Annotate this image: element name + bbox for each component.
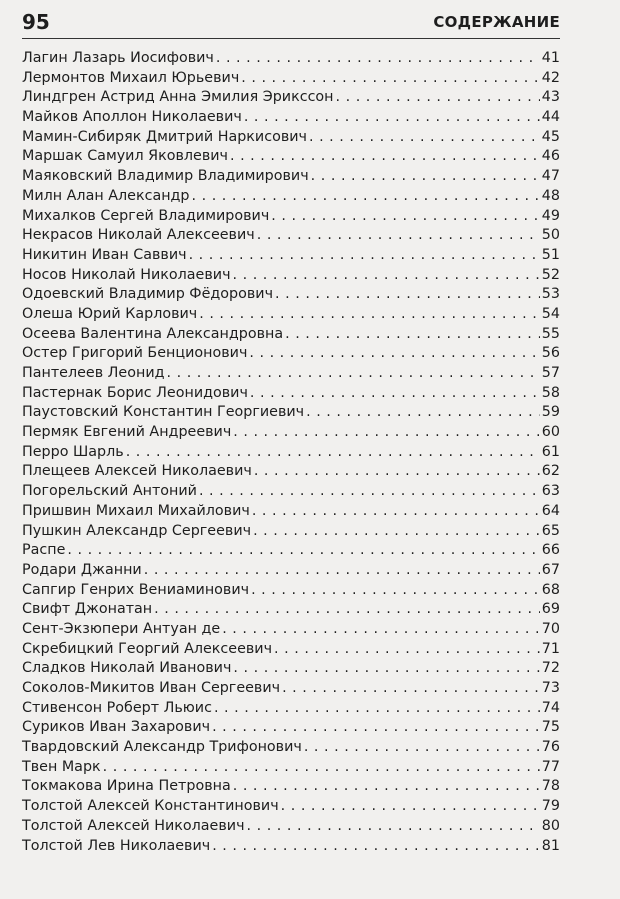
entry-page-number: 59 [541,404,560,421]
author-name: Пермяк Евгений Андреевич [22,424,232,441]
author-name: Соколов-Микитов Иван Сергеевич [22,680,281,696]
toc-entry [22,502,560,522]
entry-page-number: 56 [541,345,560,362]
author-name: Осеева Валентина Александровна [22,325,284,342]
dot-leader [250,384,540,404]
entry-page-number: 68 [541,581,560,598]
entry-page-number: 75 [541,719,560,736]
entry-page-number: 63 [541,483,560,500]
dot-leader [199,305,540,325]
toc-entry [22,462,560,482]
entry-page-number: 54 [541,305,560,322]
entry-page-number: 64 [541,502,560,519]
author-name: Свифт Джонатан [22,601,153,618]
dot-leader [304,738,540,758]
dot-leader [244,108,540,128]
dot-leader [189,246,540,266]
author-name: Сладков Николай Иванович [22,660,232,677]
dot-leader [233,423,540,443]
entry-page-number: 60 [541,424,560,441]
author-name: Родари Джанни [22,561,142,578]
entry-page-number: 81 [541,837,560,854]
dot-leader [253,522,540,542]
dot-leader [241,69,540,89]
entry-page-number: 69 [541,601,560,618]
dot-leader [252,502,540,522]
author-name: Скребицкий Георгий Алексеевич [22,640,273,657]
author-name: Перро Шарль [22,443,124,460]
dot-leader [247,817,540,837]
dot-leader [306,403,540,423]
toc-entry [22,817,560,837]
dot-leader [271,207,540,227]
toc-entry [22,344,560,364]
toc-entry [22,167,560,187]
dot-leader [192,187,540,207]
author-name: Токмакова Ирина Петровна [22,778,231,795]
author-name: Линдгрен Астрид Анна Эмилия Эрикссон [22,89,334,106]
toc-entry [22,738,560,758]
toc-entry [22,226,560,246]
toc-entry [22,581,560,601]
dot-leader [167,364,540,384]
toc-entry [22,482,560,502]
toc-entry [22,541,560,561]
toc-entry [22,305,560,325]
author-name: Погорельский Антоний [22,483,197,500]
entry-page-number: 43 [541,89,560,106]
toc-entry [22,797,560,817]
dot-leader [216,49,540,69]
toc-entry [22,325,560,345]
entry-page-number: 74 [541,699,560,716]
entry-page-number: 62 [541,463,560,480]
toc-entry [22,837,560,857]
author-name: Толстой Алексей Николаевич [22,817,245,834]
dot-leader [251,581,540,601]
author-name: Стивенсон Роберт Льюис [22,699,212,716]
toc-entry [22,266,560,286]
dot-leader [249,344,539,364]
author-name: Остер Григорий Бенционович [22,345,248,362]
dot-leader [154,600,540,620]
dot-leader [254,462,540,482]
entry-page-number: 55 [541,325,560,342]
entry-page-number: 50 [541,227,560,244]
entry-page-number: 41 [541,50,560,66]
toc-entry [22,128,560,148]
dot-leader [230,147,540,167]
author-name: Пантелеев Леонид [22,365,165,381]
toc-entry [22,600,560,620]
dot-leader [212,837,540,857]
toc-entry [22,758,560,778]
author-name: Суриков Иван Захарович [22,719,211,736]
author-name: Толстой Лев Николаевич [22,837,211,854]
entry-page-number: 67 [541,561,560,578]
author-name: Некрасов Николай Алексеевич [22,227,255,244]
author-name: Маршак Самуил Яковлевич [22,148,228,165]
toc-entry [22,718,560,738]
author-name: Маяковский Владимир Владимирович [22,168,309,185]
dot-leader [212,718,540,738]
section-title: СОДЕРЖАНИЕ [433,13,560,31]
toc-entry [22,423,560,443]
toc-entry [22,620,560,640]
dot-leader [257,226,540,246]
toc-entry [22,187,560,207]
dot-leader [336,88,540,108]
entry-page-number: 58 [541,384,560,401]
author-name: Пришвин Михаил Михайлович [22,502,250,519]
author-name: Олеша Юрий Карлович [22,305,198,322]
dot-leader [285,325,540,345]
entry-page-number: 48 [541,187,560,204]
toc-entry [22,147,560,167]
entry-page-number: 79 [541,798,560,815]
entry-page-number: 57 [541,365,560,381]
page-number: 95 [22,10,50,34]
toc-entry [22,88,560,108]
entry-page-number: 72 [541,660,560,677]
entry-page-number: 46 [541,148,560,165]
toc-entry [22,384,560,404]
entry-page-number: 44 [541,109,560,126]
entry-page-number: 70 [541,620,560,637]
dot-leader [233,777,540,797]
author-name: Михалков Сергей Владимирович [22,207,270,224]
dot-leader [199,482,540,502]
author-name: Лермонтов Михаил Юрьевич [22,69,240,86]
entry-page-number: 80 [541,817,560,834]
dot-leader [103,758,540,778]
dot-leader [275,285,540,305]
table-of-contents [22,49,560,856]
author-name: Милн Алан Александр [22,187,190,204]
toc-entry [22,403,560,423]
toc-entry [22,285,560,305]
entry-page-number: 49 [541,207,560,224]
author-name: Сапгир Генрих Вениаминович [22,581,250,598]
entry-page-number: 61 [541,443,560,460]
toc-entry [22,777,560,797]
toc-entry [22,69,560,89]
toc-entry [22,364,560,384]
dot-leader [222,620,540,640]
entry-page-number: 47 [541,168,560,185]
author-name: Мамин-Сибиряк Дмитрий Наркисович [22,128,307,145]
entry-page-number: 73 [541,680,560,696]
author-name: Толстой Алексей Константинович [22,798,279,815]
author-name: Лагин Лазарь Иосифович [22,50,214,66]
entry-page-number: 45 [541,128,560,145]
author-name: Твардовский Александр Трифонович [22,739,302,756]
author-name: Никитин Иван Саввич [22,246,187,263]
toc-entry [22,246,560,266]
author-name: Одоевский Владимир Фёдорович [22,286,274,303]
author-name: Майков Аполлон Николаевич [22,109,242,126]
author-name: Твен Марк [22,758,101,775]
entry-page-number: 53 [541,286,560,303]
dot-leader [126,443,540,463]
dot-leader [144,561,540,581]
toc-entry [22,443,560,463]
entry-page-number: 51 [541,246,560,263]
entry-page-number: 77 [541,758,560,775]
entry-page-number: 76 [541,739,560,756]
toc-entry [22,659,560,679]
dot-leader [233,266,540,286]
entry-page-number: 52 [541,266,560,283]
toc-entry [22,561,560,581]
entry-page-number: 65 [541,522,560,539]
entry-page-number: 42 [541,69,560,86]
author-name: Плещеев Алексей Николаевич [22,463,252,480]
dot-leader [311,167,540,187]
author-name: Носов Николай Николаевич [22,266,231,283]
toc-entry [22,640,560,660]
author-name: Пастернак Борис Леонидович [22,384,248,401]
dot-leader [282,679,540,699]
entry-page-number: 66 [541,542,560,559]
dot-leader [274,640,540,660]
entry-page-number: 71 [541,640,560,657]
toc-entry [22,207,560,227]
author-name: Распе [22,542,66,559]
author-name: Пушкин Александр Сергеевич [22,522,252,539]
entry-page-number: 78 [541,778,560,795]
author-name: Сент-Экзюпери Антуан де [22,620,221,637]
page-header [22,8,560,39]
dot-leader [233,659,539,679]
dot-leader [67,541,539,561]
author-name: Паустовский Константин Георгиевич [22,404,305,421]
dot-leader [309,128,540,148]
toc-entry [22,49,560,69]
toc-entry [22,522,560,542]
toc-entry [22,108,560,128]
dot-leader [214,699,540,719]
toc-entry [22,699,560,719]
toc-entry [22,679,560,699]
dot-leader [281,797,540,817]
